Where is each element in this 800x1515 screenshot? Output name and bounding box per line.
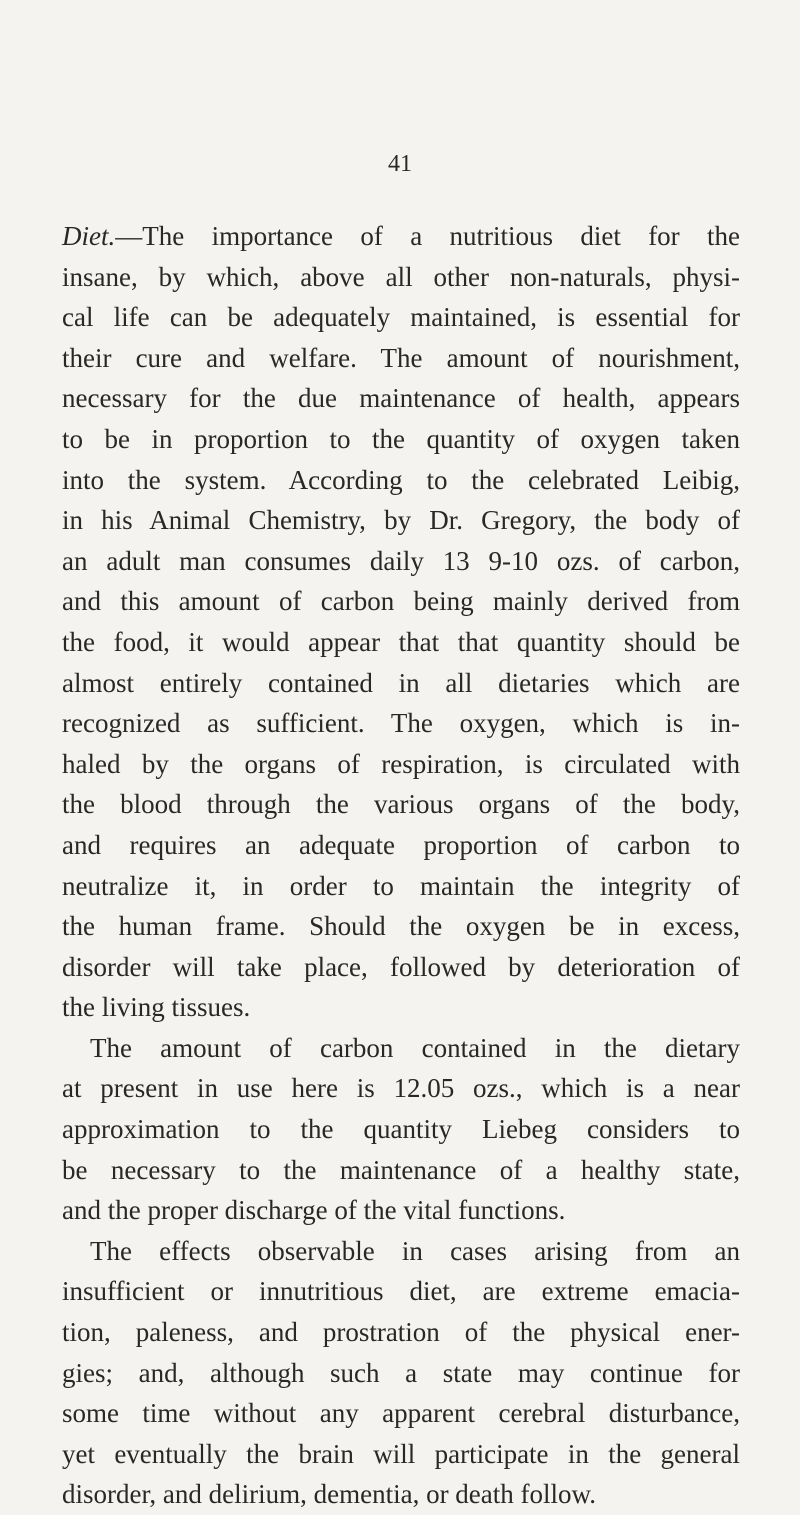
text-line-8: in his Animal Chemistry, by Dr. Gregory, the body of xyxy=(62,505,740,536)
text-line-32: disorder, and delirium, dementia, or death follow. xyxy=(62,1479,597,1510)
text-line-16: and requires an adequate proportion of carbon to xyxy=(62,829,740,860)
text-line-31: yet eventually the brain will participate in the general xyxy=(62,1438,740,1469)
text-line-10: and this amount of carbon being mainly derived from xyxy=(62,586,740,617)
text-line-12: almost entirely contained in all dietaries which are xyxy=(62,667,740,698)
text-line-30: some time without any apparent cerebral disturbance, xyxy=(62,1398,740,1429)
text-line-5: necessary for the due maintenance of health, appears xyxy=(62,383,740,414)
text-line-19: disorder will take place, followed by deterioration of xyxy=(62,951,740,982)
text-line-1 xyxy=(62,216,740,257)
body-text xyxy=(62,216,740,1515)
text-line-27: insufficient or innutritious diet, are extreme emacia- xyxy=(62,1276,740,1307)
text-line-28: tion, paleness, and prostration of the physical ener- xyxy=(62,1317,740,1348)
text-line-2: insane, by which, above all other non-naturals, physi- xyxy=(62,261,740,292)
section-heading: Diet. xyxy=(62,221,116,251)
text-line-18: the human frame. Should the oxygen be in excess, xyxy=(62,911,740,942)
text-line-11: the food, it would appear that that quantity should be xyxy=(62,626,740,657)
text-line-9: an adult man consumes daily 13 9-10 ozs. of carbon, xyxy=(62,545,740,576)
text-line-6: to be in proportion to the quantity of oxygen taken xyxy=(62,423,740,454)
text-line-25: and the proper discharge of the vital functions. xyxy=(62,1195,566,1226)
text-line-23: approximation to the quantity Liebeg considers to xyxy=(62,1114,740,1145)
text-line-20: the living tissues. xyxy=(62,992,251,1023)
text-line-17: neutralize it, in order to maintain the integrity of xyxy=(62,870,740,901)
text-line-29: gies; and, although such a state may continue for xyxy=(62,1357,740,1388)
first-line-text: —The importance of a nutritious diet for the xyxy=(115,221,740,251)
text-line-13: recognized as sufficient. The oxygen, which is in- xyxy=(62,708,740,739)
text-line-14: haled by the organs of respiration, is circulated with xyxy=(62,748,740,779)
text-line-24: be necessary to the maintenance of a healthy state, xyxy=(62,1154,740,1185)
text-line-15: the blood through the various organs of the body, xyxy=(62,789,740,820)
text-line-26: The effects observable in cases arising from an xyxy=(90,1235,740,1266)
text-line-21: The amount of carbon contained in the dietary xyxy=(90,1032,740,1063)
page-number: 41 xyxy=(388,151,412,177)
text-line-4: their cure and welfare. The amount of nourishment, xyxy=(62,342,740,373)
text-line-22: at present in use here is 12.05 ozs., which is a near xyxy=(62,1073,740,1104)
text-line-7: into the system. According to the celebrated Leibig, xyxy=(62,464,740,495)
text-line-3: cal life can be adequately maintained, is essential for xyxy=(62,302,740,333)
